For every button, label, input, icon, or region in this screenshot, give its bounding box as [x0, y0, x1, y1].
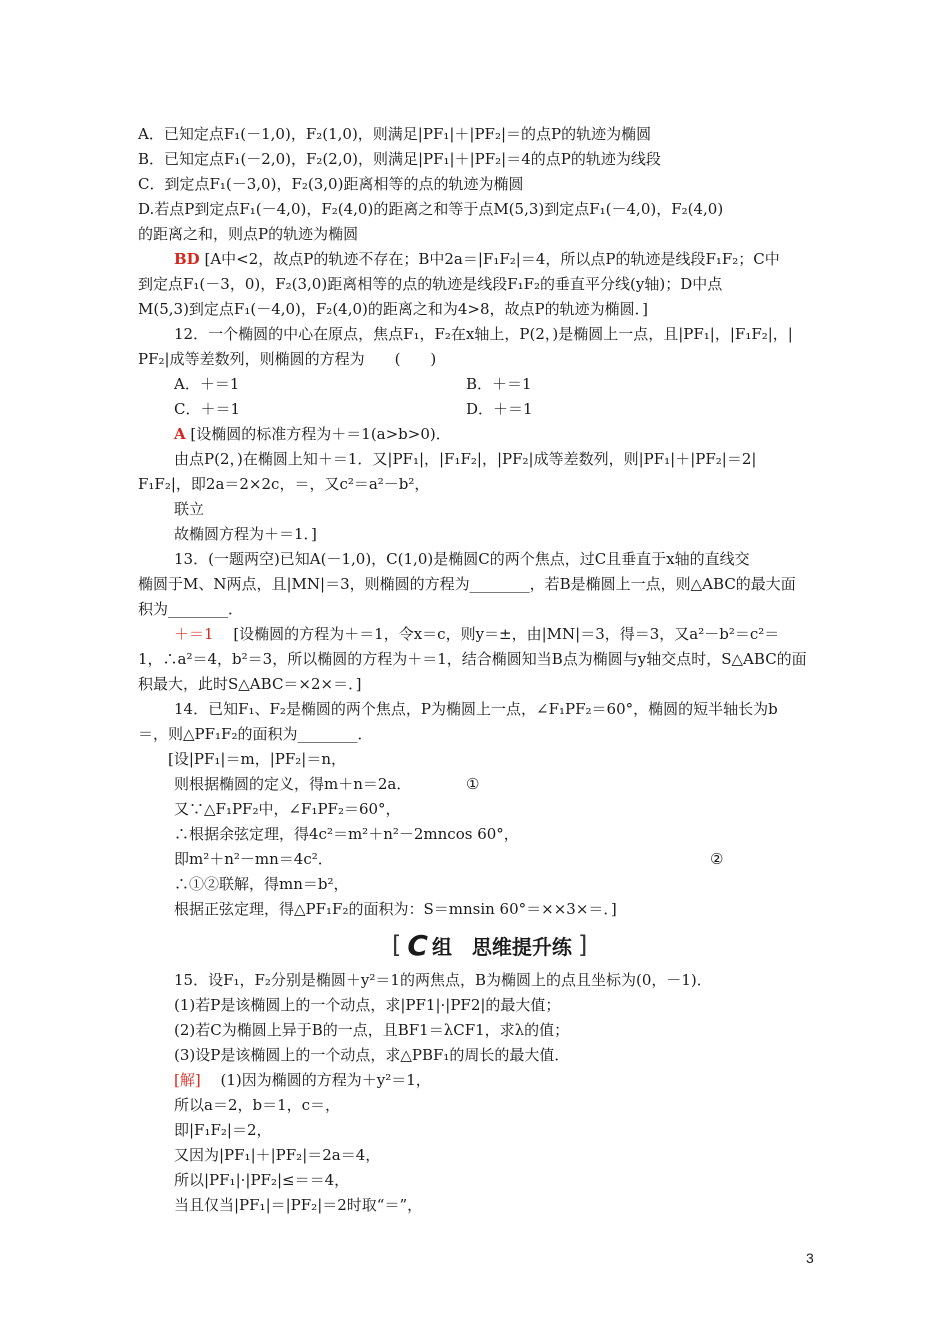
solution-15-step-1: 所以a＝2，b＝1，c＝， — [174, 1096, 341, 1114]
question-15-line: 15．设F₁，F₂分别是椭圆＋y²＝1的两焦点，B为椭圆上的点且坐标为(0，－1)． — [174, 971, 712, 989]
answer-13-line — [174, 624, 779, 644]
banner-open-bracket: [ — [392, 931, 402, 959]
solution-15-step-4: 所以|PF₁|·|PF₂|≤＝＝4， — [174, 1171, 350, 1189]
option-b-line: B．已知定点F₁(－2,0)，F₂(2,0)，则满足|PF₁|＋|PF₂|＝4的点P的轨迹为线段 — [138, 150, 661, 168]
answer-13-cont-1: 1，∴a²＝4，b²＝3，所以椭圆的方程为＋＝1，结合椭圆知当B点为椭圆与y轴交点时，S△ABC的面 — [138, 650, 807, 668]
question-15-part-2: (2)若C为椭圆上异于B的一点，且BF1＝λCF1，求λ的值； — [174, 1021, 570, 1039]
banner-letter: C — [407, 928, 428, 962]
answer-14-step-1: 则根据椭圆的定义，得m＋n＝2a． — [174, 775, 412, 793]
solution-15-line — [174, 1070, 431, 1090]
q12-option-a: A．＋＝1 — [174, 375, 240, 393]
question-13-line: 13．(一题两空)已知A(－1,0)，C(1,0)是椭圆C的两个焦点，过C且垂直于x轴的直线交 — [174, 550, 750, 568]
question-13-cont-1: 椭圆于M、N两点，且|MN|＝3，则椭圆的方程为________，若B是椭圆上一点，则△ABC的最大面 — [138, 575, 796, 593]
solution-15-step-3: 又因为|PF₁|＋|PF₂|＝2a＝4， — [174, 1146, 381, 1164]
q12-option-c: C．＋＝1 — [174, 400, 241, 418]
option-a-line: A．已知定点F₁(－1,0)，F₂(1,0)，则满足|PF₁|＋|PF₂|＝的点P的轨迹为椭圆 — [138, 125, 652, 143]
answer-11-cont-2: M(5,3)到定点F₁(－4,0)，F₂(4,0)的距离之和为4>8，故点P的轨迹为椭圆．] — [138, 300, 648, 318]
option-c-line: C．到定点F₁(－3,0)，F₂(3,0)距离相等的点的轨迹为椭圆 — [138, 175, 524, 193]
question-14-cont: ＝，则△PF₁F₂的面积为________． — [138, 725, 373, 743]
banner-close-bracket: ] — [577, 931, 588, 959]
q12-option-b: B．＋＝1 — [466, 375, 532, 393]
equation-mark-1: ① — [466, 775, 480, 793]
question-15-part-1: (1)若P是该椭圆上的一个动点，求|PF1|·|PF2|的最大值； — [174, 996, 561, 1014]
page-number: 3 — [806, 1250, 814, 1266]
equation-mark-2: ② — [710, 850, 724, 868]
answer-13-cont-2: 积最大，此时S△ABC＝×2×＝．] — [138, 675, 362, 693]
question-15-part-3: (3)设P是该椭圆上的一个动点，求△PBF₁的周长的最大值． — [174, 1046, 570, 1064]
q12-option-d: D．＋＝1 — [466, 400, 533, 418]
answer-12-cont-2: F₁F₂|，即2a＝2×2c，＝，又c²＝a²－b²， — [138, 475, 430, 493]
answer-14-step-6: 根据正弦定理，得△PF₁F₂的面积为：S＝mnsin 60°＝××3×＝．] — [174, 900, 617, 918]
answer-14-line: [设|PF₁|＝m，|PF₂|＝n， — [168, 750, 346, 768]
answer-11-line — [174, 249, 780, 269]
answer-11-text: [A中<2，故点P的轨迹不存在；B中2a＝|F₁F₂|＝4，所以点P的轨迹是线段F₁F₂；C中 — [204, 250, 780, 268]
banner-label: 组 思维提升练 — [431, 934, 572, 959]
question-12-cont: PF₂|成等差数列，则椭圆的方程为 ( ) — [138, 350, 437, 368]
question-14-line: 14．已知F₁、F₂是椭圆的两个焦点，P为椭圆上一点，∠F₁PF₂＝60°，椭圆的短半轴长为b — [174, 700, 778, 718]
answer-13-text: [设椭圆的方程为＋＝1，令x＝c，则y＝±，由|MN|＝3，得＝3，又a²－b²＝c²＝ — [233, 625, 780, 643]
solution-tag: [解] — [174, 1071, 201, 1089]
section-banner — [392, 930, 587, 960]
answer-12-cont-1: 由点P(2，)在椭圆上知＋＝1．又|PF₁|，|F₁F₂|，|PF₂|成等差数列，则|PF₁|＋|PF₂|＝2| — [174, 450, 757, 468]
solution-15-step-2: 即|F₁F₂|＝2， — [174, 1121, 272, 1139]
answer-14-step-5: ∴①②联解，得mn＝b²， — [174, 875, 349, 893]
option-d-line: D.若点P到定点F₁(－4,0)，F₂(4,0)的距离之和等于点M(5,3)到定点F₁(－4,0)，F₂(4,0) — [138, 200, 724, 218]
answer-14-step-3: ∴根据余弦定理，得4c²＝m²＋n²－2mncos 60°， — [174, 825, 519, 843]
answer-11-cont-1: 到定点F₁(－3，0)，F₂(3,0)距离相等的点的轨迹是线段F₁F₂的垂直平分线(y轴)；D中点 — [138, 275, 723, 293]
answer-tag: BD — [174, 250, 200, 268]
answer-tag: A — [174, 425, 186, 443]
answer-12-line — [174, 424, 451, 444]
answer-12-text: [设椭圆的标准方程为＋＝1(a>b>0)． — [190, 425, 451, 443]
answer-14-step-4: 即m²＋n²－mn＝4c²． — [174, 850, 333, 868]
option-d-line-cont: 的距离之和，则点P的轨迹为椭圆 — [138, 225, 359, 243]
question-12-line: 12．一个椭圆的中心在原点，焦点F₁，F₂在x轴上，P(2，)是椭圆上一点，且|PF₁|，|F₁F₂|，| — [174, 325, 793, 343]
answer-tag: ＋＝1 — [174, 625, 214, 643]
answer-12-cont-3: 联立 — [174, 500, 205, 518]
answer-14-step-2: 又∵△F₁PF₂中，∠F₁PF₂＝60°， — [174, 800, 401, 818]
solution-15-text: (1)因为椭圆的方程为＋y²＝1， — [220, 1071, 431, 1089]
solution-15-step-5: 当且仅当|PF₁|＝|PF₂|＝2时取“＝”， — [174, 1196, 423, 1214]
answer-12-cont-4: 故椭圆方程为＋＝1．] — [174, 525, 317, 543]
question-13-cont-2: 积为________． — [138, 600, 244, 618]
